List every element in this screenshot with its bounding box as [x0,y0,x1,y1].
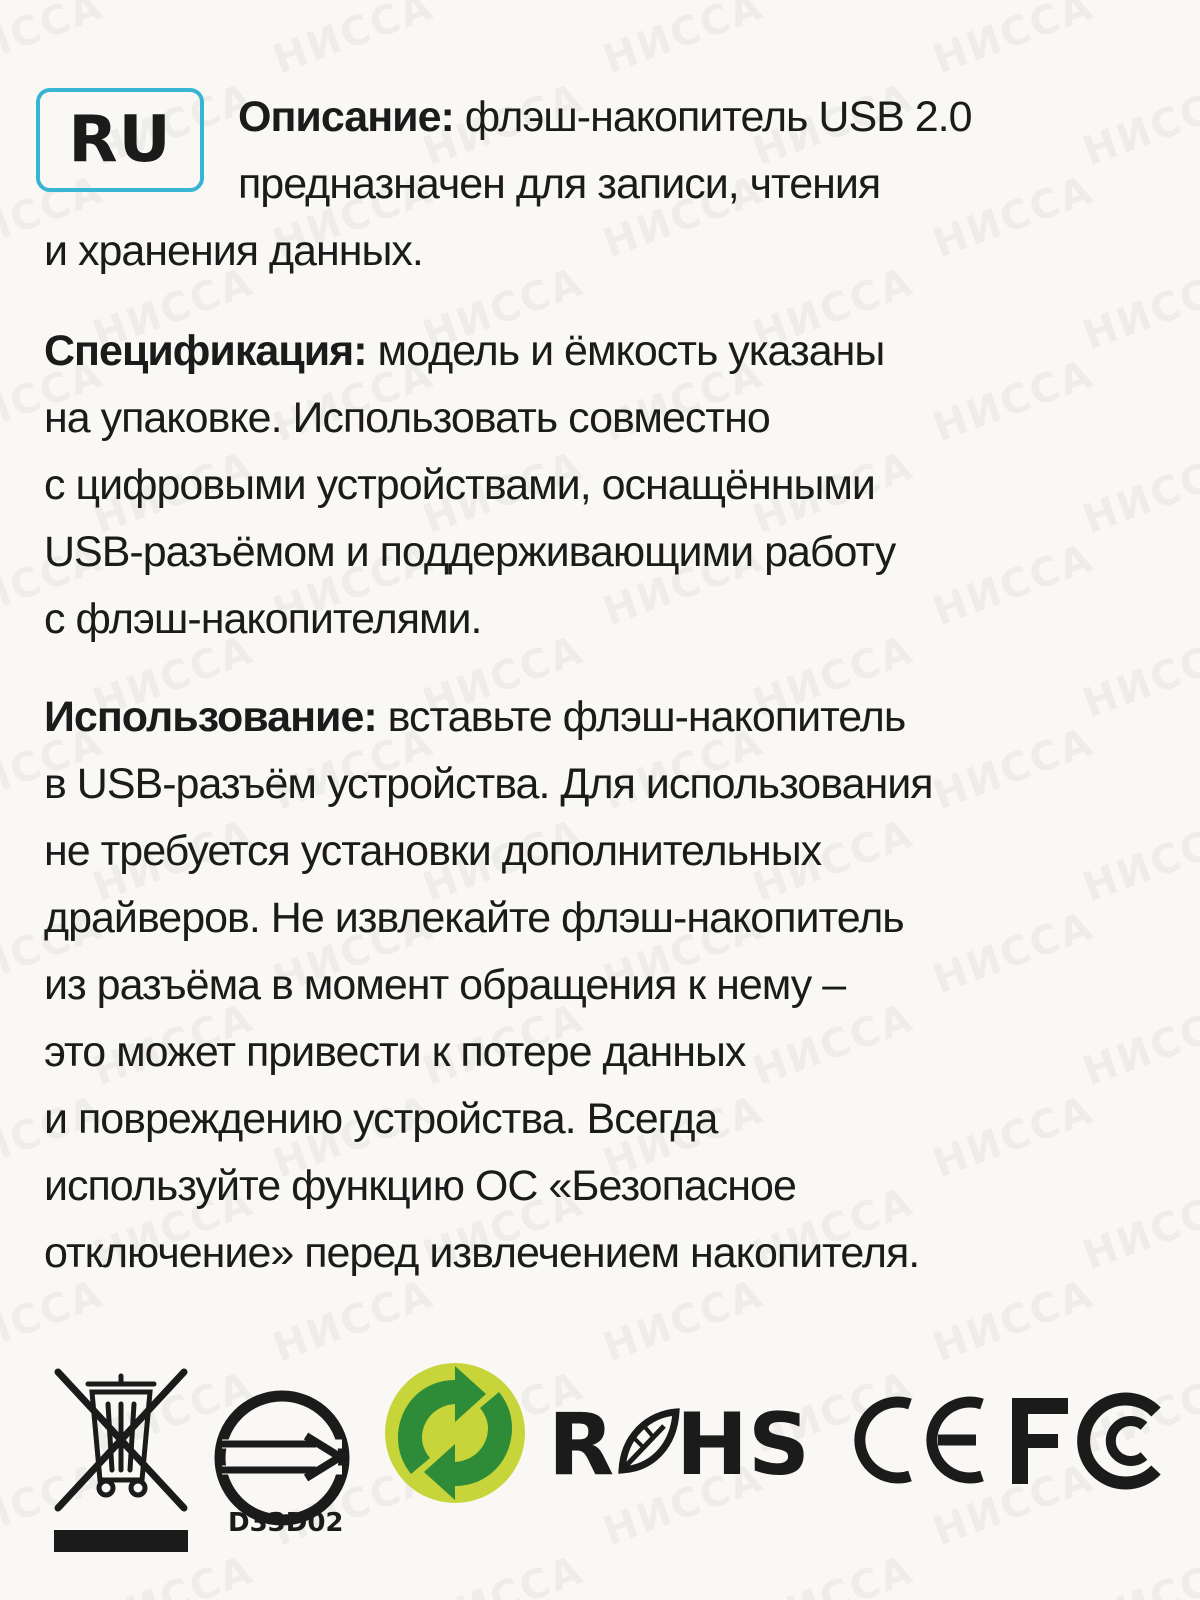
usage-line: это может привести к потере данных [44,1028,746,1076]
watermark-text [1077,627,1200,727]
watermark-text [927,1271,1099,1371]
usage-line: не требуется установки дополнительных [44,827,822,875]
usage-line-1: вставьте флэш-накопитель [376,693,906,741]
watermark-text [1077,811,1200,911]
watermark-text [1077,1547,1200,1600]
description-line-3: и хранения данных. [44,227,423,275]
watermark-text [597,0,769,83]
description-first-line [238,84,972,151]
fcc-mark-icon [1006,1388,1166,1492]
green-dot-icon [382,1360,528,1506]
description-paragraph [238,84,972,218]
watermark-text [927,535,1099,635]
crossed-out-bin-icon [48,1362,194,1562]
usage-line: из разъёма в момент обращения к нему – [44,961,846,1009]
watermark-text [1077,995,1200,1095]
watermark-text [747,1547,919,1600]
svg-text:R: R [548,1395,615,1490]
watermark-text [927,1087,1099,1187]
language-badge [36,88,204,192]
watermark-text [417,1547,589,1600]
usage-first-line [44,684,933,751]
watermark-text [1077,1179,1200,1279]
description-line-1: флэш-накопитель USB 2.0 [453,93,972,141]
specification-line: на упаковке. Использовать совместно [44,394,770,442]
watermark-text [1077,259,1200,359]
description-line-2: предназначен для записи, чтения [238,160,881,208]
ce-mark-icon [852,1392,992,1488]
description-label: Описание: [238,93,454,141]
usage-line: используйте функцию ОС «Безопасное [44,1162,796,1210]
watermark-text [0,0,109,83]
watermark-text [927,719,1099,819]
specification-label: Спецификация: [44,327,367,375]
description-continuation [44,218,423,285]
usage-line: драйверов. Не извлекайте флэш-накопитель [44,894,904,942]
watermark-text [1077,443,1200,543]
watermark-text [1077,75,1200,175]
usage-line: отключение» перед извлечением накопителя. [44,1229,920,1277]
svg-text:HS: HS [676,1395,810,1490]
rohs-logo [548,1390,838,1490]
usage-paragraph [44,684,933,1287]
usage-label: Использование: [44,693,377,741]
watermark-text [927,351,1099,451]
watermark-text [927,0,1099,83]
watermark-text [267,0,439,83]
specification-line-1: модель и ёмкость указаны [366,327,885,375]
specification-paragraph [44,318,895,653]
certification-code: D33D02 [228,1508,344,1538]
specification-line: с цифровыми устройствами, оснащёнными [44,461,875,509]
usage-line: и повреждению устройства. Всегда [44,1095,718,1143]
specification-line: USB-разъёмом и поддерживающими работу [44,528,896,576]
usage-line: в USB-разъём устройства. Для использования [44,760,933,808]
specification-line: с флэш-накопителями. [44,595,482,643]
watermark-text [927,903,1099,1003]
specification-first-line [44,318,895,385]
language-badge-text: RU [68,103,172,177]
